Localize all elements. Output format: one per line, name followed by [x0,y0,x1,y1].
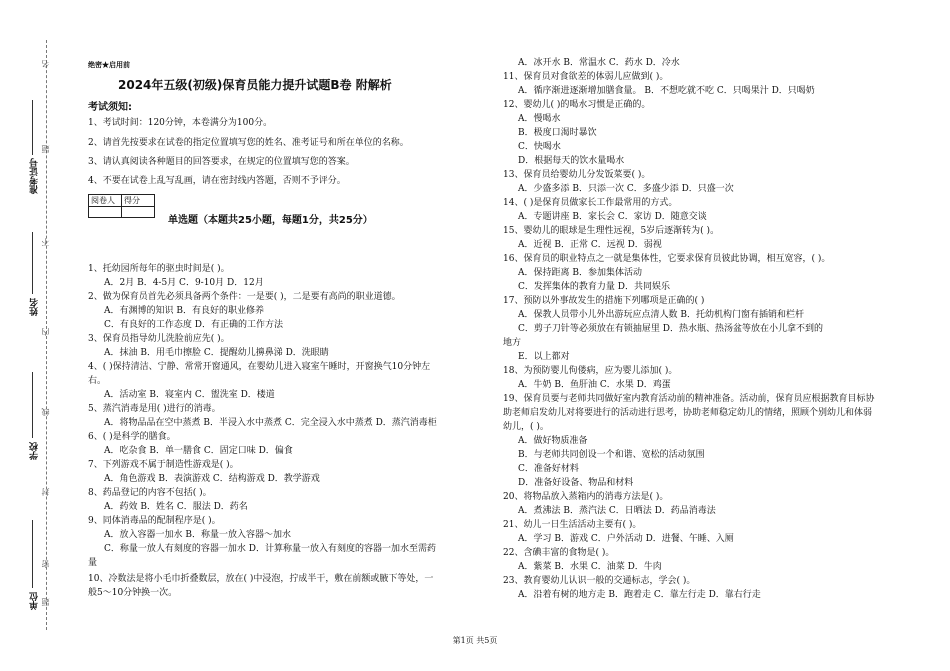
notice-heading: 考试须知: [88,102,132,113]
gutter-mark: 封 [41,488,50,496]
option-line: A．2月 B．4-5月 C．9-10月 D．12月 [104,278,264,288]
option-line: A．冰开水 B．常温水 C．药水 D．冷水 [518,58,680,68]
option-line: D．根据每天的饮水量喝水 [518,156,625,166]
option-line: B．极度口渴时暴饮 [518,128,597,138]
question-line: 右。 [88,376,107,386]
question-line: 21、幼儿一日生活活动主要有( )。 [503,520,642,530]
question-line: 14、( )是保育员做家长工作最常用的方式。 [503,198,678,208]
gutter-mark: 题 [41,598,50,606]
grader-cell[interactable] [89,207,122,218]
question-line: 8、药品登记的内容不包括( )。 [88,488,212,498]
gutter-mark: 题 [41,145,50,153]
notice-item: 1、考试时间：120分钟，本卷满分为100分。 [88,118,273,128]
school-label: 学校 [30,442,40,460]
gutter-mark: 密 [41,560,50,568]
question-line: 6、( )是科学的膳食。 [88,432,176,442]
option-line: A．做好物质准备 [518,436,588,446]
question-line: 2、做为保育员首先必须具备两个条件：一是要( )，二是要有高尚的职业道德。 [88,292,401,302]
question-line: 19、保育员要与老师共同做好室内教育活动前的精神准备。活动前，保育员应根据教育目标协 [503,394,875,404]
question-line: 18、为预防婴儿佝偻病，应为婴儿添加( )。 [503,366,678,376]
name-line [32,232,33,294]
question-line: 15、婴幼儿的眼球是生理性远视，5岁后逐渐转为( )。 [503,226,720,236]
question-line: 11、保育员对食欲差的体弱儿应做到( )。 [503,72,669,82]
question-line: 16、保育员的职业特点之一就是集体性，它要求保育员彼此协调，相互宽容，( )。 [503,254,831,264]
question-line: 幼儿，( )。 [503,422,549,432]
option-line: A．活动室 B．寝室内 C．盥洗室 D．楼道 [104,390,275,400]
option-line: C．快喝水 [518,142,561,152]
secret-label: 绝密★启用前 [88,60,130,69]
page-title: 2024年五级(初级)保育员能力提升试题B卷 附解析 [118,78,392,92]
gutter-mark: 内 [41,328,50,336]
school-line [32,372,33,438]
option-line: A．角色游戏 B．表演游戏 C．结构游戏 D．教学游戏 [104,474,320,484]
section-heading: 单选题（本题共25小题，每题1分，共25分） [168,215,373,226]
unit-label: 单位 [30,592,40,610]
question-line: 20、将物品放入蒸箱内的消毒方法是( )。 [503,492,669,502]
question-line: 助老师启发幼儿对将要进行的活动进行思考，协助老师稳定幼儿的情绪，照顾个别幼儿和体弱 [503,408,873,418]
admission-number-label: 准考证号 [30,158,40,194]
option-line: A．学习 B．游戏 C．户外活动 D．进餐、午睡、入厕 [518,534,734,544]
option-line: A．保持距离 B．参加集体活动 [518,268,642,278]
option-line: A．药效 B．姓名 C．服法 D．药名 [104,502,248,512]
option-line: E．以上都对 [518,352,570,362]
gutter-mark: 线 [41,408,50,416]
gutter-mark: 名 [41,60,50,68]
question-line: 5、蒸汽消毒是用( )进行的消毒。 [88,404,221,414]
option-line: A．吃杂食 B．单一膳食 C．固定口味 D．偏食 [104,446,293,456]
option-line: A．少盛多添 B．只添一次 C．多盛少添 D．只盛一次 [518,184,734,194]
option-line: C．有良好的工作态度 D．有正确的工作方法 [104,320,283,330]
score-cell[interactable] [122,207,155,218]
option-line: 地方 [503,338,522,348]
gutter-mark: 不 [41,238,50,246]
question-line: 22、含碘丰富的食物是( )。 [503,548,615,558]
option-line: A．保教人员带小儿外出游玩应点清人数 B．托幼机构门窗有插销和栏杆 [518,310,804,320]
option-line: 量 [88,558,98,568]
question-line: 7、下列游戏不属于制造性游戏是( )。 [88,460,239,470]
question-line: 4、( )保持清洁、宁静、常常开窗通风，在婴幼儿进入寝室午睡时，开窗换气10分钟左 [88,362,431,372]
option-line: A．近视 B．正常 C．远视 D．弱视 [518,240,662,250]
unit-line [32,520,33,588]
option-line: A．牛奶 B．鱼肝油 C．水果 D．鸡蛋 [518,380,671,390]
option-line: B．与老师共同创设一个和谐、宽松的活动氛围 [518,450,705,460]
question-line: 10、冷数法是将小毛巾折叠数层，放在( )中浸泡，拧成半干，敷在前额或腋下等处，一 [88,574,434,584]
option-line: D．准备好设备、物品和材料 [518,478,634,488]
name-label: 姓名 [30,298,40,316]
question-line: 9、同体消毒品的配制程序是( )。 [88,516,221,526]
option-line: A．沿着有树的地方走 B．跑着走 C．靠左行走 D．靠右行走 [518,590,761,600]
option-line: C．准备好材料 [518,464,579,474]
question-line: 1、托幼园所每年的驱虫时间是( )。 [88,264,230,274]
option-line: C．发挥集体的教育力量 D．共同娱乐 [518,282,670,292]
option-line: A．煮沸法 B．蒸汽法 C．日晒法 D．药品消毒法 [518,506,716,516]
option-line: A．专题讲座 B．家长会 C．家访 D．随意交谈 [518,212,707,222]
option-line: A．紫菜 B．水果 C．油菜 D．牛肉 [518,562,662,572]
question-line: 般5～10分钟换一次。 [88,588,178,598]
page-footer: 第1页 共5页 [452,636,498,645]
option-line: A．放入容器一加水 B．称量一放入容器～加水 [104,530,291,540]
question-line: 3、保育员指导幼儿洗脸前应先( )。 [88,334,230,344]
grader-header: 阅卷人 [89,195,122,207]
score-header: 得分 [122,195,155,207]
question-line: 17、预防以外事故发生的措施下列哪项是正确的( ) [503,296,705,306]
option-line: A．将物品品在空中蒸煮 B．半浸入水中蒸煮 C．完全浸入水中蒸煮 D．蒸汽消毒柜 [104,418,437,428]
notice-item: 3、请认真阅读各种题目的回答要求，在规定的位置填写您的答案。 [88,157,355,167]
admission-number-line [32,100,33,155]
notice-item: 2、请首先按要求在试卷的指定位置填写您的姓名、准考证号和所在单位的名称。 [88,138,409,148]
option-line: A．抹油 B．用毛巾擦脸 C．提醒幼儿擤鼻涕 D．洗眼睛 [104,348,329,358]
question-line: 13、保育员给婴幼儿分发饭菜要( )。 [503,170,651,180]
option-line: C．称量一放人有刻度的容器一加水 D．计算称量一放入有刻度的容器一加水至需药 [104,544,436,554]
notice-item: 4、不要在试卷上乱写乱画，请在密封线内答题，否则不予评分。 [88,176,346,186]
question-line: 23、教育婴幼儿认识一般的交通标志，学会( )。 [503,576,696,586]
question-line: 12、婴幼儿( )的喝水习惯是正确的。 [503,100,651,110]
grader-table [88,194,155,218]
option-line: C．剪子刀针等必须放在有锁抽屉里 D．热水瓶、热汤盆等放在小儿拿不到的 [518,324,823,334]
option-line: A．循序渐进逐渐增加膳食量。 B．不想吃就不吃 C．只喝果汁 D．只喝奶 [518,86,815,96]
option-line: A．慢喝水 [518,114,561,124]
option-line: A．有渊博的知识 B．有良好的职业修养 [104,306,264,316]
